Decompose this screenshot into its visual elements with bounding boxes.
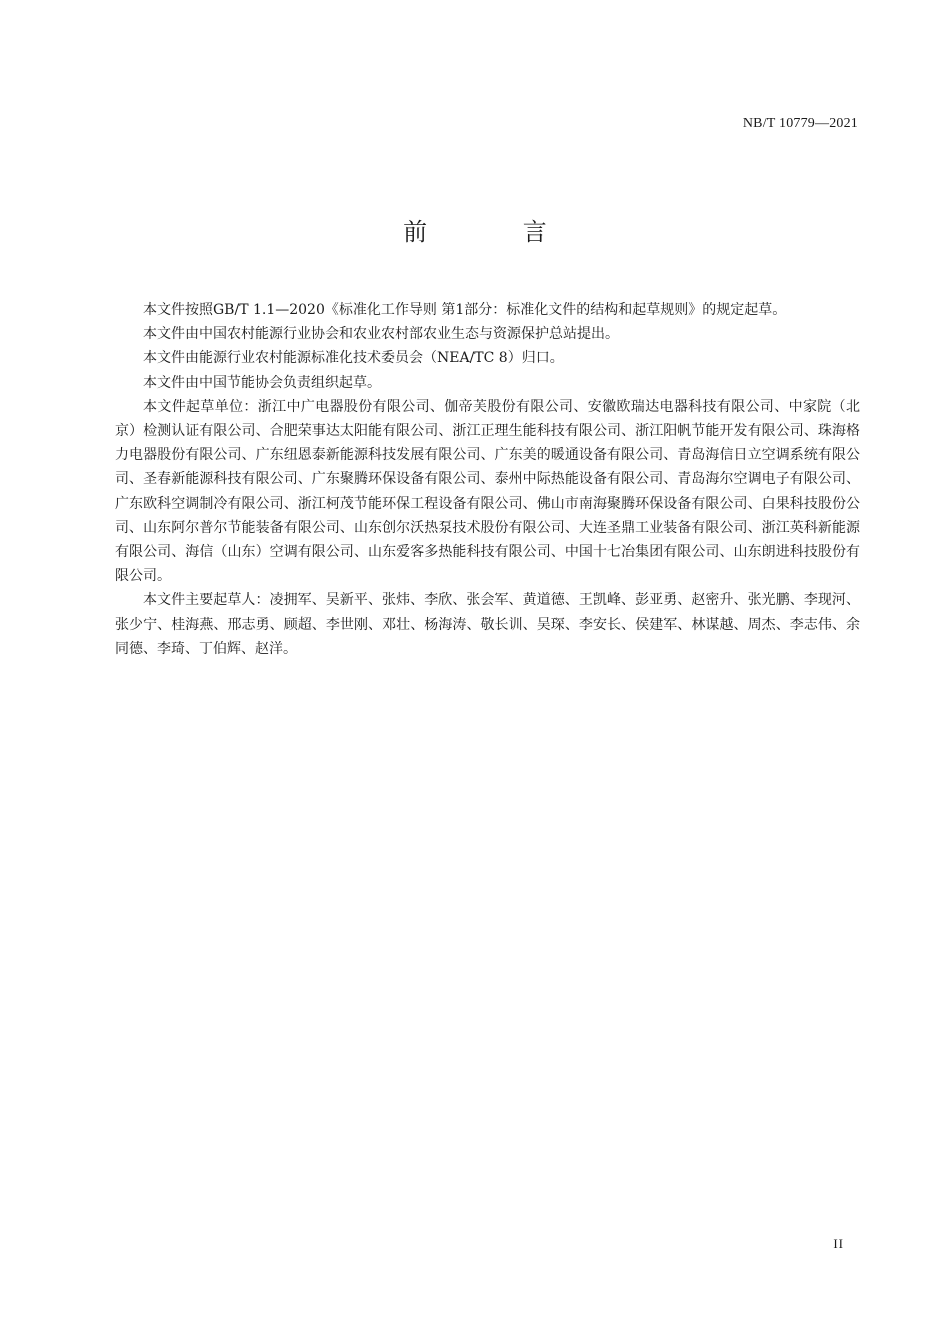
standard-code: NB/T 10779—2021 — [742, 116, 858, 131]
document-body — [115, 298, 860, 661]
paragraph-organizer: 本文件由中国节能协会负责组织起草。 — [143, 374, 381, 391]
paragraph-proposer: 本文件由中国农村能源行业协会和农业农村部农业生态与资源保护总站提出。 — [143, 326, 619, 343]
page-title: 前 言 — [403, 218, 591, 246]
paragraph-structure-rule: 本文件按照GB/T 1.1—2020《标准化工作导则 第1部分：标准化文件的结构和起草规则》的规定起草。 — [143, 302, 787, 318]
paragraph-drafting-units: 本文件起草单位：浙江中广电器股份有限公司、伽帝芙股份有限公司、安徽欧瑞达电器科技有限公司、中家院（北京）检测认证有限公司、合肥荣事达太阳能有限公司、浙江正理生能科技有限公司、浙江阳帆节能开发有限公司、珠海格力电器股份有限公司、广东纽恩泰新能源科技发展有限公司、广东美的暖通设备有限公司、青岛海信日立空调系统有限公司、圣春新能源科技有限公司、广东聚腾环保设备有限公司、泰州中际热能设备有限公司、青岛海尔空调电子有限公司、广东欧科空调制冷有限公司、浙江柯茂节能环保工程设备有限公司、佛山市南海聚腾环保设备有限公司、白果科技股份公司、山东阿尔普尔节能装备有限公司、山东创尔沃热泵技术股份有限公司、大连圣鼎工业装备有限公司、浙江英科新能源有限公司、海信（山东）空调有限公司、山东爱客多热能科技有限公司、中国十七冶集团有限公司、山东朗进科技股份有限公司。 — [115, 398, 860, 585]
paragraph-drafters: 本文件主要起草人：凌拥军、吴新平、张炜、李欣、张会军、黄道德、王凯峰、彭亚勇、赵密升、张光鹏、李现河、张少宁、桂海燕、邢志勇、顾超、李世刚、邓壮、杨海涛、敬长训、吴琛、李安长、侯建军、林谋越、周杰、李志伟、余同德、李琦、丁伯辉、赵洋。 — [115, 592, 860, 657]
paragraph-committee: 本文件由能源行业农村能源标准化技术委员会（NEA/TC 8）归口。 — [143, 350, 564, 367]
page-number: II — [833, 1236, 844, 1251]
